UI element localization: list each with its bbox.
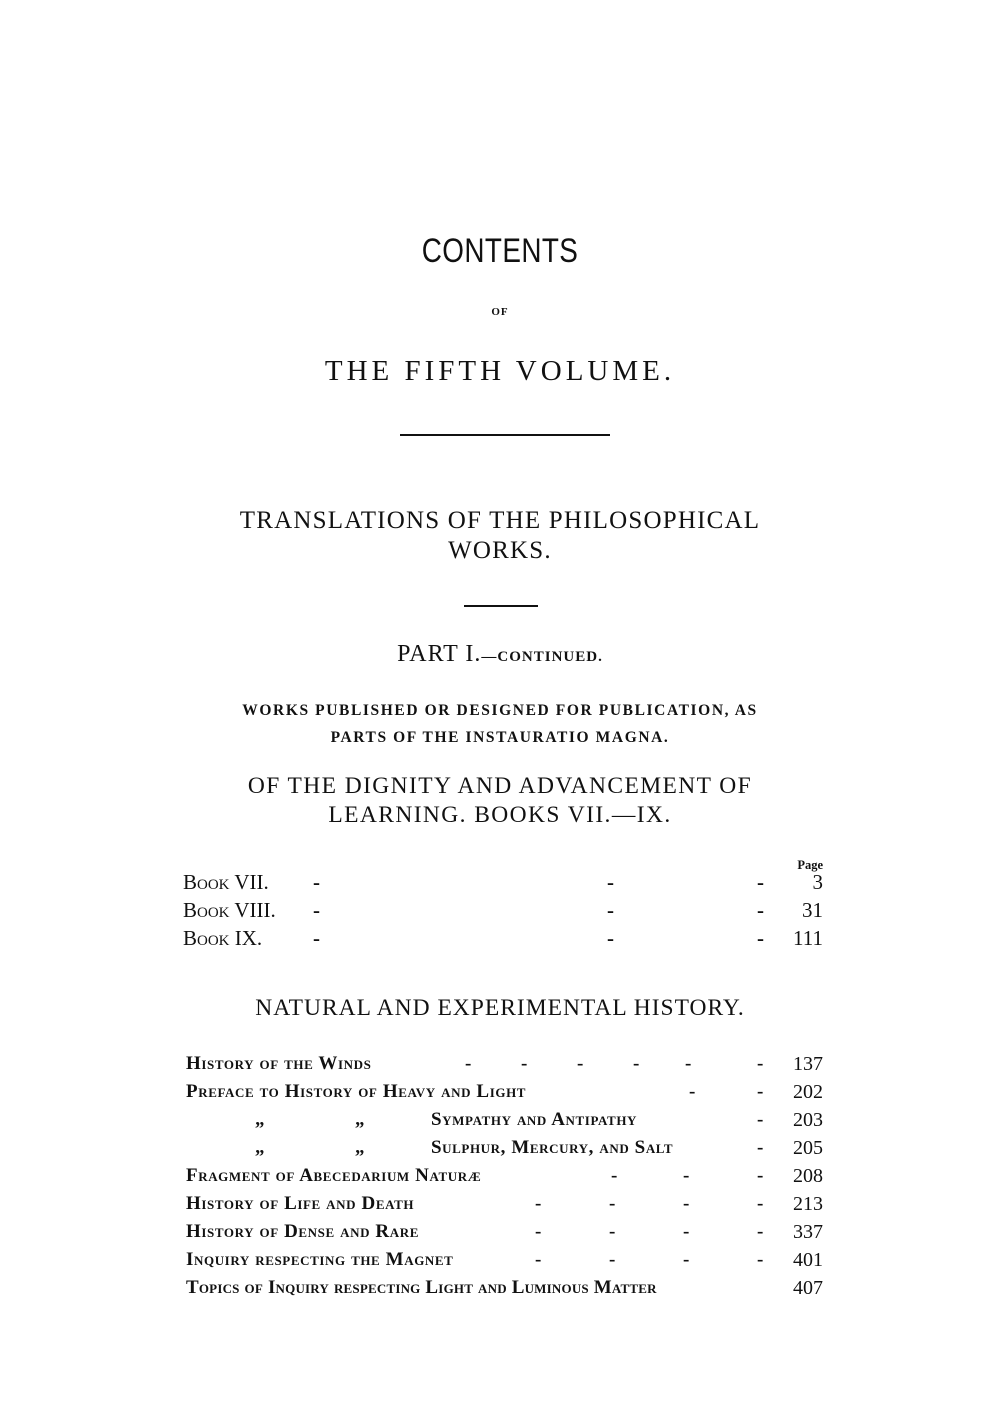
toc-entry-page: 202	[793, 1081, 823, 1103]
toc-entry	[183, 1137, 823, 1165]
toc-entry	[183, 1221, 823, 1249]
dignity-heading	[0, 772, 1000, 830]
toc-entry-page: 401	[793, 1249, 823, 1271]
leader-dot: -	[607, 870, 614, 894]
part-number: PART I.	[397, 641, 482, 667]
toc-entry-label: Topics of Inquiry respecting Light and Luminous Matter	[186, 1277, 657, 1298]
section-heading-line1: TRANSLATIONS OF THE PHILOSOPHICAL	[239, 507, 761, 534]
leader-dot: -	[757, 1193, 764, 1214]
section-heading	[0, 506, 1000, 566]
divider-short	[464, 605, 538, 607]
toc-entry-label: Sympathy and Antipathy	[431, 1109, 638, 1130]
leader-dot: -	[313, 926, 320, 950]
toc-entry	[183, 1053, 823, 1081]
leader-dot: -	[535, 1193, 542, 1214]
leader-dot: -	[757, 1081, 764, 1102]
toc-entry	[183, 1277, 823, 1305]
leader-dot: -	[609, 1221, 616, 1242]
leader-dot: -	[313, 870, 320, 894]
toc-entry	[183, 1193, 823, 1221]
toc-book-label: Book IX.	[183, 926, 263, 950]
leader-dot: -	[689, 1081, 696, 1102]
toc-book-row	[183, 898, 823, 926]
toc-entry-page: 407	[793, 1277, 823, 1299]
leader-dot: -	[757, 870, 764, 894]
leader-dot: -	[607, 926, 614, 950]
toc-entry	[183, 1081, 823, 1109]
works-heading	[0, 697, 1000, 751]
leader-dot: -	[611, 1165, 618, 1186]
leader-dot: -	[683, 1249, 690, 1270]
of-label: OF	[491, 306, 509, 318]
page-column-header: Page	[797, 858, 823, 872]
contents-title: CONTENTS	[421, 232, 579, 270]
leader-dot: -	[535, 1249, 542, 1270]
toc-entry	[183, 1165, 823, 1193]
works-line1: WORKS PUBLISHED OR DESIGNED FOR PUBLICATION, AS	[242, 702, 758, 719]
leader-dot: -	[633, 1053, 640, 1074]
toc-book-label: Book VIII.	[183, 898, 276, 922]
toc-entry-label: Preface to History of Heavy and Light	[186, 1081, 527, 1102]
toc-entry	[183, 1249, 823, 1277]
leader-dot: -	[757, 926, 764, 950]
leader-dot: -	[757, 1249, 764, 1270]
volume-title: THE FIFTH VOLUME.	[324, 355, 676, 387]
leader-dot: -	[685, 1053, 692, 1074]
leader-dot: -	[313, 898, 320, 922]
toc-entry-label: History of the Winds	[186, 1053, 372, 1074]
toc-entry-label: Inquiry respecting the Magnet	[186, 1249, 454, 1270]
ditto-mark: „	[355, 1137, 366, 1158]
section-heading-line2: WORKS.	[448, 537, 552, 564]
part-heading	[0, 641, 1000, 668]
toc-entry-label: History of Life and Death	[186, 1193, 415, 1214]
leader-dot: -	[683, 1193, 690, 1214]
leader-dot: -	[607, 898, 614, 922]
toc-book-page: 3	[812, 870, 823, 894]
toc-entry-page: 213	[793, 1193, 823, 1215]
ditto-mark: „	[355, 1109, 366, 1130]
toc-book-row	[183, 870, 823, 898]
toc-entry-page: 205	[793, 1137, 823, 1159]
leader-dot: -	[757, 1137, 764, 1158]
ditto-mark: „	[255, 1137, 266, 1158]
toc-entry-label: History of Dense and Rare	[186, 1221, 420, 1242]
toc-book-page: 31	[802, 898, 823, 922]
leader-dot: -	[757, 898, 764, 922]
toc-entry-label: Sulphur, Mercury, and Salt	[431, 1137, 674, 1158]
leader-dot: -	[609, 1249, 616, 1270]
toc-book-page: 111	[793, 926, 823, 950]
leader-dot: -	[757, 1109, 764, 1130]
leader-dot: -	[609, 1193, 616, 1214]
ditto-mark: „	[255, 1109, 266, 1130]
divider-long	[400, 434, 610, 436]
toc-entry	[183, 1109, 823, 1137]
dignity-line1: OF THE DIGNITY AND ADVANCEMENT OF	[247, 773, 753, 799]
leader-dot: -	[535, 1221, 542, 1242]
toc-entry-page: 203	[793, 1109, 823, 1131]
leader-dot: -	[757, 1053, 764, 1074]
toc-entry-page: 208	[793, 1165, 823, 1187]
leader-dot: -	[757, 1165, 764, 1186]
part-continued: —CONTINUED.	[481, 649, 603, 665]
dignity-line2: LEARNING. BOOKS VII.—IX.	[328, 802, 672, 828]
toc-book-row	[183, 926, 823, 954]
toc-entry-page: 337	[793, 1221, 823, 1243]
leader-dot: -	[683, 1165, 690, 1186]
works-line2: PARTS OF THE INSTAURATIO MAGNA.	[330, 729, 670, 746]
leader-dot: -	[521, 1053, 528, 1074]
toc-book-label: Book VII.	[183, 870, 269, 894]
leader-dot: -	[683, 1221, 690, 1242]
toc-entry-page: 137	[793, 1053, 823, 1075]
leader-dot: -	[757, 1221, 764, 1242]
leader-dot: -	[577, 1053, 584, 1074]
toc-entry-label: Fragment of Abecedarium Naturæ	[186, 1165, 482, 1186]
leader-dot: -	[465, 1053, 472, 1074]
natural-history-heading: NATURAL AND EXPERIMENTAL HISTORY.	[255, 995, 745, 1021]
